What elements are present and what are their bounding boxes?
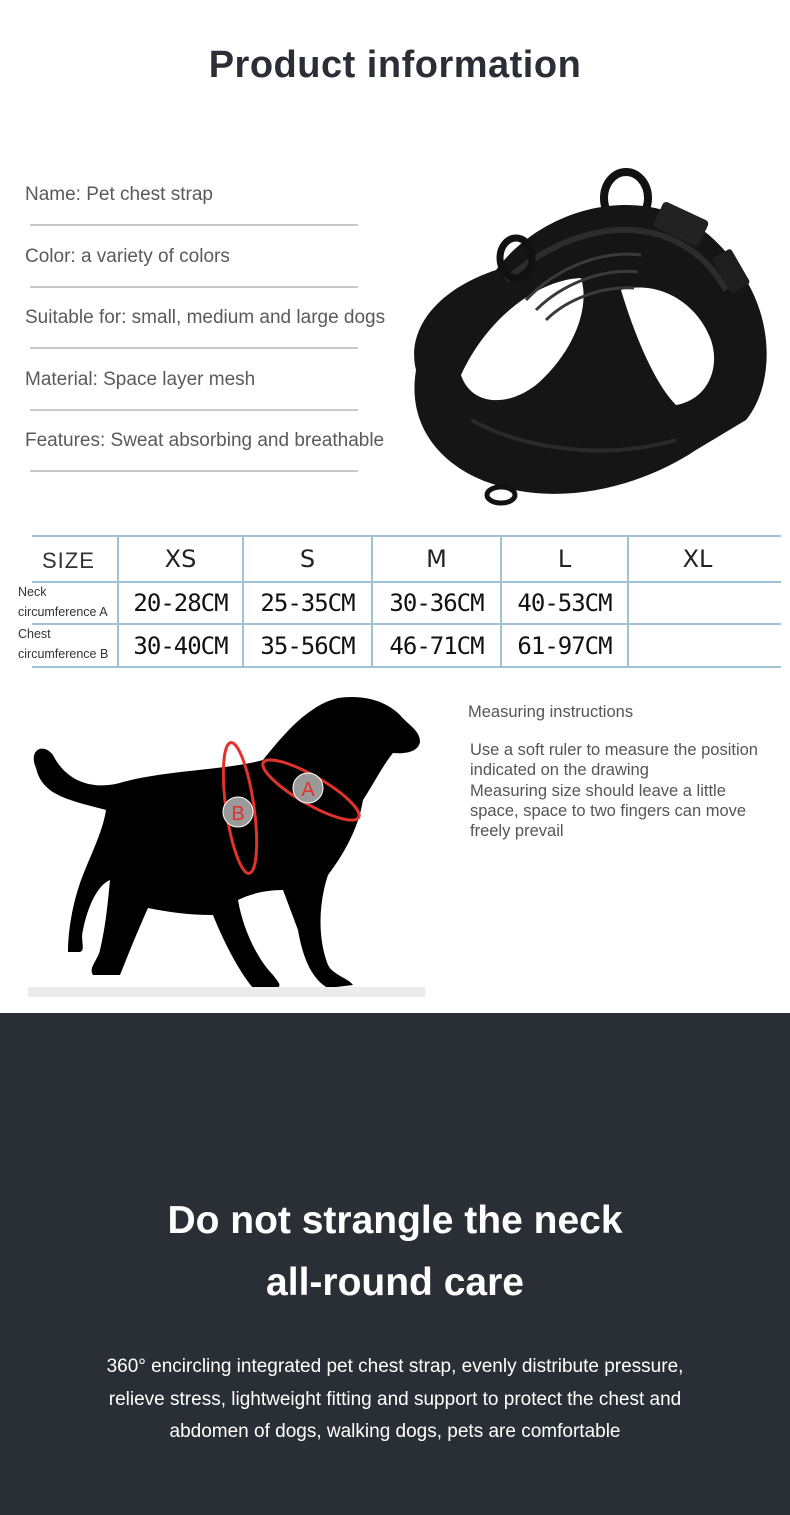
info-row-features	[25, 424, 395, 486]
column-header: XS	[164, 545, 197, 573]
info-text: Suitable for: small, medium and large dogs	[25, 307, 386, 328]
feature-section	[0, 1013, 790, 1515]
divider	[30, 224, 358, 226]
label-a: A	[301, 779, 315, 801]
dog-measurement-diagram	[28, 690, 428, 1000]
info-row-name	[25, 178, 395, 240]
feature-text-line: 360° encircling integrated pet chest strap, evenly distribute pressure,	[106, 1356, 684, 1377]
feature-heading-line1: Do not strangle the neck	[167, 1199, 623, 1242]
info-text: Name: Pet chest strap	[25, 184, 213, 205]
table-cell: 25-35CM	[260, 589, 355, 617]
table-cell: 30-40CM	[133, 631, 228, 660]
instruction-line: Use a soft ruler to measure the position	[470, 741, 758, 759]
table-cell	[629, 583, 766, 623]
size-corner-label: SIZE	[42, 548, 95, 573]
row-label-line: circumference A	[18, 605, 108, 619]
row-label-line: circumference B	[18, 647, 109, 661]
row-label-line: Chest	[18, 627, 51, 641]
instruction-line: freely prevail	[470, 822, 564, 841]
harness-image	[376, 150, 776, 520]
measuring-title: Measuring instructions	[468, 703, 634, 721]
column-header: XL	[682, 545, 713, 573]
row-label-neck	[18, 582, 108, 622]
instruction-line: space, space to two fingers can move	[470, 801, 747, 820]
product-info-list	[25, 178, 395, 486]
header	[0, 0, 790, 110]
column-header: S	[299, 545, 316, 573]
table-cell: 46-71CM	[389, 631, 484, 660]
table-cell: 35-56CM	[260, 631, 355, 660]
info-text: Color: a variety of colors	[25, 245, 230, 267]
instruction-line: indicated on the drawing	[470, 761, 649, 780]
info-row-material	[25, 363, 395, 425]
divider	[30, 470, 358, 472]
info-row-color	[25, 240, 395, 302]
page-title: Product information	[208, 44, 582, 86]
table-rule	[32, 666, 781, 668]
size-table	[16, 535, 766, 668]
feature-description	[0, 1351, 790, 1449]
table-cell: 20-28CM	[133, 589, 228, 617]
divider	[30, 347, 358, 349]
measuring-instructions	[470, 740, 780, 841]
divider	[30, 286, 358, 288]
info-row-suitable	[25, 301, 395, 363]
table-cell: 61-97CM	[517, 631, 612, 660]
info-text: Material: Space layer mesh	[25, 368, 256, 390]
divider	[30, 409, 358, 411]
feature-text-line: abdomen of dogs, walking dogs, pets are comfortable	[169, 1421, 621, 1442]
row-label-chest	[18, 624, 108, 664]
label-b: B	[231, 803, 245, 825]
info-text: Features: Sweat absorbing and breathable	[25, 430, 385, 451]
feature-text-line: relieve stress, lightweight fitting and support to protect the chest and	[108, 1388, 682, 1410]
feature-heading-line2: all-round care	[266, 1261, 524, 1304]
column-header: L	[557, 545, 572, 573]
table-cell	[629, 625, 766, 666]
column-header: M	[426, 545, 447, 573]
row-label-line: Neck	[18, 585, 47, 599]
table-cell: 40-53CM	[517, 589, 612, 617]
instruction-line: Measuring size should leave a little	[470, 781, 726, 800]
table-cell: 30-36CM	[389, 589, 484, 617]
